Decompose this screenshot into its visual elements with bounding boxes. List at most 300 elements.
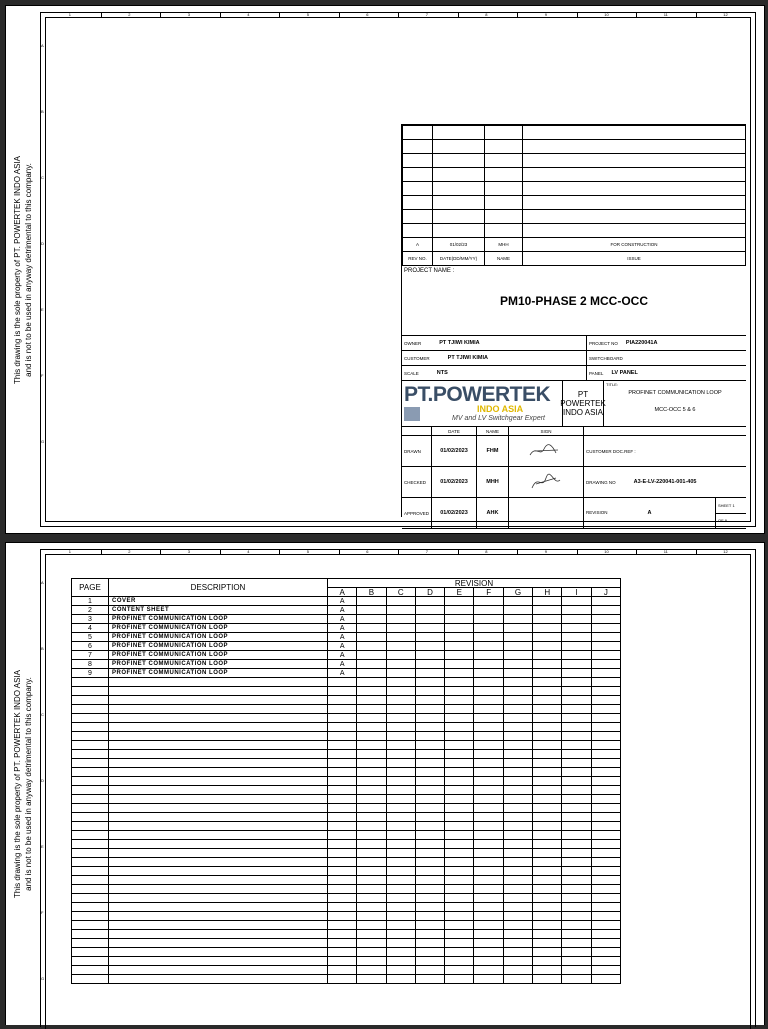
description-cell	[109, 723, 328, 732]
revision-cell	[503, 669, 532, 678]
revision-cell	[591, 777, 620, 786]
grid-row-label: C	[41, 175, 44, 180]
sheet-label: SHEET	[718, 502, 732, 508]
revision-cell	[328, 867, 357, 876]
table-row	[72, 678, 621, 687]
revision-cell	[445, 615, 474, 624]
approved-name: AHK	[477, 498, 509, 529]
revision-cell	[503, 840, 532, 849]
revision-cell	[503, 876, 532, 885]
revision-cell	[474, 966, 503, 975]
table-row	[72, 795, 621, 804]
page-cell	[72, 930, 109, 939]
revision-cell	[591, 831, 620, 840]
revision-cell	[562, 651, 591, 660]
revision-cell	[415, 759, 444, 768]
revision-cell	[591, 912, 620, 921]
grid-row-label: A	[41, 43, 44, 48]
description-cell	[109, 687, 328, 696]
revision-blank-cell	[523, 182, 746, 196]
revision-cell	[415, 705, 444, 714]
revision-cell	[386, 606, 415, 615]
revision-blank-row	[403, 224, 746, 238]
revision-cell	[445, 732, 474, 741]
checked-signature	[509, 467, 584, 498]
grid-column-label: 2	[128, 12, 131, 17]
revision-cell	[474, 705, 503, 714]
revision-cell	[503, 597, 532, 606]
revision-blank-cell	[485, 168, 523, 182]
grid-column-label: 8	[485, 12, 488, 17]
revision-cell	[474, 759, 503, 768]
revision-cell	[386, 975, 415, 984]
revision-cell	[474, 624, 503, 633]
table-row	[72, 633, 621, 642]
logo-tagline: MV and LV Switchgear Expert	[452, 415, 545, 422]
revision-cell	[533, 696, 562, 705]
revision-cell	[474, 840, 503, 849]
revision-cell	[533, 732, 562, 741]
revision-cell: A	[328, 633, 357, 642]
description-cell	[109, 795, 328, 804]
page-cell	[72, 912, 109, 921]
revision-cell	[357, 696, 386, 705]
owner-value: PT TJIWI KIMIA	[439, 340, 480, 346]
project-box	[402, 266, 746, 336]
grid-row-label: C	[41, 712, 44, 717]
page-cell	[72, 696, 109, 705]
table-row	[72, 732, 621, 741]
revision-cell	[591, 741, 620, 750]
revision-cell	[386, 741, 415, 750]
revision-cell	[415, 678, 444, 687]
revision-cell	[357, 606, 386, 615]
revision-cell	[503, 660, 532, 669]
page-cell	[72, 948, 109, 957]
revision-cell	[415, 750, 444, 759]
revision-cell	[503, 606, 532, 615]
revision-cell	[328, 840, 357, 849]
revision-cell	[503, 867, 532, 876]
revision-cell	[474, 804, 503, 813]
grid-row-label: F	[41, 910, 44, 915]
table-row	[72, 660, 621, 669]
revision-cell	[591, 876, 620, 885]
revision-cell	[533, 642, 562, 651]
revision-cell	[357, 624, 386, 633]
revision-cell	[415, 921, 444, 930]
rev-issue: FOR CONSTRUCTION	[523, 238, 746, 252]
revision-blank-cell	[433, 154, 485, 168]
revision-cell	[328, 876, 357, 885]
panel-value: LV PANEL	[611, 370, 638, 376]
table-row	[72, 777, 621, 786]
table-row	[72, 948, 621, 957]
revision-cell	[415, 975, 444, 984]
revision-cell	[445, 786, 474, 795]
revision-cell: A	[328, 642, 357, 651]
revision-cell	[445, 741, 474, 750]
revision-cell	[445, 822, 474, 831]
revision-cell	[357, 714, 386, 723]
revision-cell	[386, 957, 415, 966]
revision-cell	[328, 813, 357, 822]
page-cell	[72, 894, 109, 903]
revision-cell	[415, 687, 444, 696]
revision-col-header: J	[591, 588, 620, 597]
revision-cell	[386, 948, 415, 957]
description-cell	[109, 714, 328, 723]
page-cell	[72, 714, 109, 723]
revision-cell	[386, 615, 415, 624]
table-row	[72, 831, 621, 840]
index-header	[72, 579, 621, 588]
revision-cell	[591, 921, 620, 930]
revision-cell	[386, 777, 415, 786]
revision-cell	[415, 732, 444, 741]
revision-cell	[591, 948, 620, 957]
revision-cell	[357, 741, 386, 750]
revision-blank-row	[403, 196, 746, 210]
revision-cell	[503, 687, 532, 696]
table-row	[72, 651, 621, 660]
approved-label: APPROVED	[402, 498, 432, 529]
revision-cell	[591, 669, 620, 678]
revision-cell	[591, 714, 620, 723]
grid-column-label: 10	[604, 549, 609, 554]
drawn-signature	[509, 436, 584, 467]
page-cell	[72, 885, 109, 894]
revision-cell	[533, 669, 562, 678]
revision-cell	[533, 615, 562, 624]
revision-cell	[503, 849, 532, 858]
revision-cell	[415, 903, 444, 912]
revision-cell	[357, 597, 386, 606]
revision-cell	[562, 669, 591, 678]
page-cell	[72, 786, 109, 795]
revision-cell	[328, 885, 357, 894]
revision-cell	[533, 759, 562, 768]
revision-cell	[591, 660, 620, 669]
revision-cell	[562, 840, 591, 849]
page-cell: 4	[72, 624, 109, 633]
revision-cell	[591, 615, 620, 624]
description-cell	[109, 678, 328, 687]
revision-cell	[357, 840, 386, 849]
description-cell	[109, 921, 328, 930]
logo-sub-text: INDO ASIA	[477, 404, 524, 414]
grid-column-label: 3	[187, 549, 190, 554]
appr-date-header: DATE	[432, 427, 477, 436]
revision-cell	[474, 822, 503, 831]
revision-cell	[386, 705, 415, 714]
revision-cell	[562, 939, 591, 948]
title-label: TITLE:	[606, 382, 619, 387]
revision-cell	[562, 741, 591, 750]
revision-cell	[328, 705, 357, 714]
revision-cell	[415, 669, 444, 678]
grid-column-label: 4	[247, 12, 250, 17]
revision-cell	[503, 633, 532, 642]
revision-cell	[474, 615, 503, 624]
revision-group	[586, 510, 652, 516]
revision-cell: A	[328, 660, 357, 669]
table-row	[72, 849, 621, 858]
description-cell	[109, 750, 328, 759]
revision-cell	[415, 777, 444, 786]
revision-cell	[562, 804, 591, 813]
revision-cell	[533, 822, 562, 831]
revision-cell	[503, 777, 532, 786]
revision-cell	[445, 975, 474, 984]
revision-cell	[533, 624, 562, 633]
table-row	[72, 894, 621, 903]
description-cell	[109, 867, 328, 876]
revision-cell	[562, 885, 591, 894]
revision-cell	[445, 624, 474, 633]
description-cell	[109, 705, 328, 714]
revision-cell	[474, 741, 503, 750]
revision-cell	[328, 948, 357, 957]
revision-cell	[357, 687, 386, 696]
revision-cell	[474, 714, 503, 723]
page-cell	[72, 822, 109, 831]
page-cell: 5	[72, 633, 109, 642]
revision-cell	[562, 930, 591, 939]
revision-cell	[474, 786, 503, 795]
revision-cell	[386, 885, 415, 894]
owner-row	[402, 336, 586, 351]
revision-cell	[386, 723, 415, 732]
page-cell	[72, 966, 109, 975]
description-cell: PROFINET COMMUNICATION LOOP	[109, 642, 328, 651]
revision-cell	[445, 957, 474, 966]
revision-col-header: E	[445, 588, 474, 597]
project-no-row	[586, 336, 746, 351]
revision-cell	[562, 660, 591, 669]
grid-column-label: 6	[366, 549, 369, 554]
revision-cell	[386, 840, 415, 849]
revision-header	[403, 252, 746, 266]
approved-signature	[509, 498, 584, 529]
description-cell	[109, 858, 328, 867]
revision-row	[584, 498, 746, 529]
revision-col-header: B	[357, 588, 386, 597]
table-row	[72, 957, 621, 966]
revision-cell	[415, 894, 444, 903]
revision-blank-cell	[523, 224, 746, 238]
revision-cell	[415, 885, 444, 894]
revision-cell	[386, 867, 415, 876]
revision-blank-row	[403, 140, 746, 154]
page-cell: 3	[72, 615, 109, 624]
revision-cell	[328, 795, 357, 804]
table-row	[72, 606, 621, 615]
table-row	[72, 624, 621, 633]
revision-cell	[357, 912, 386, 921]
revision-blank-cell	[433, 182, 485, 196]
revision-cell	[357, 795, 386, 804]
revision-label: REVISION	[586, 510, 608, 515]
revision-cell	[533, 885, 562, 894]
grid-row-label: E	[41, 307, 44, 312]
revision-col-header: H	[533, 588, 562, 597]
cover-sheet	[5, 5, 765, 534]
revision-cell	[562, 750, 591, 759]
revision-cell	[386, 759, 415, 768]
revision-cell	[474, 885, 503, 894]
revision-cell	[474, 813, 503, 822]
revision-cell	[503, 768, 532, 777]
revision-header: REVISION	[328, 579, 621, 588]
revision-cell	[503, 642, 532, 651]
revision-col-header: I	[562, 588, 591, 597]
grid-row-label: B	[41, 646, 44, 651]
table-row	[72, 687, 621, 696]
revision-blank-cell	[485, 154, 523, 168]
grid-row-label: D	[41, 241, 44, 246]
page-cell	[72, 903, 109, 912]
revision-cell	[503, 723, 532, 732]
revision-cell	[591, 606, 620, 615]
revision-cell	[415, 966, 444, 975]
revision-cell	[562, 768, 591, 777]
grid-column-label: 2	[128, 549, 131, 554]
appr-blank-header	[584, 427, 746, 436]
revision-blank-cell	[523, 168, 746, 182]
revision-cell	[445, 930, 474, 939]
description-cell	[109, 777, 328, 786]
grid-column-label: 10	[604, 12, 609, 17]
table-row	[72, 813, 621, 822]
revision-cell	[445, 759, 474, 768]
revision-cell	[386, 633, 415, 642]
page-cell: 8	[72, 660, 109, 669]
description-cell: PROFINET COMMUNICATION LOOP	[109, 669, 328, 678]
page-cell	[72, 813, 109, 822]
table-row	[72, 759, 621, 768]
page-cell	[72, 768, 109, 777]
revision-cell	[386, 903, 415, 912]
revision-cell	[386, 660, 415, 669]
revision-cell	[357, 876, 386, 885]
panel-label: PANEL	[589, 370, 604, 376]
grid-column-label: 3	[187, 12, 190, 17]
revision-cell	[591, 822, 620, 831]
revision-cell	[562, 678, 591, 687]
revision-cell: A	[328, 624, 357, 633]
customer-label: CUSTOMER	[404, 355, 430, 361]
table-row	[72, 876, 621, 885]
grid-row-label: F	[41, 373, 44, 378]
revision-cell	[445, 912, 474, 921]
revision-cell	[357, 615, 386, 624]
revision-cell	[357, 732, 386, 741]
notice-line-2: and is not to be used in anyway detrimental to this company.	[24, 677, 33, 891]
switchboard-label: SWITCHBOARD	[589, 355, 623, 361]
revision-cell	[591, 795, 620, 804]
revision-blank-cell	[403, 224, 433, 238]
revision-cell	[591, 768, 620, 777]
revision-blank-cell	[403, 196, 433, 210]
revision-cell	[591, 975, 620, 984]
scale-value: NTS	[436, 370, 448, 376]
revision-cell	[415, 696, 444, 705]
revision-col-header: D	[415, 588, 444, 597]
revision-cell	[357, 660, 386, 669]
revision-cell	[503, 813, 532, 822]
revision-cell	[533, 966, 562, 975]
table-row	[72, 723, 621, 732]
revision-cell	[474, 732, 503, 741]
revision-cell	[533, 813, 562, 822]
revision-cell	[445, 840, 474, 849]
revision-blank-row	[403, 168, 746, 182]
revision-cell	[415, 957, 444, 966]
description-cell	[109, 885, 328, 894]
table-row	[72, 750, 621, 759]
revision-cell	[562, 642, 591, 651]
revision-cell	[562, 714, 591, 723]
table-row	[72, 804, 621, 813]
revision-cell	[386, 687, 415, 696]
approval-block	[402, 427, 746, 529]
description-cell	[109, 696, 328, 705]
revision-cell	[328, 966, 357, 975]
revision-cell	[503, 957, 532, 966]
revision-blank-cell	[523, 140, 746, 154]
owner-label: OWNER	[404, 340, 422, 346]
project-name: PM10-PHASE 2 MCC-OCC	[499, 294, 649, 308]
revision-cell	[415, 741, 444, 750]
revision-cell	[415, 714, 444, 723]
revision-cell	[562, 624, 591, 633]
drawing-no-row	[584, 467, 746, 498]
description-cell	[109, 912, 328, 921]
revision-cell	[591, 858, 620, 867]
revision-cell	[445, 687, 474, 696]
revision-cell	[328, 921, 357, 930]
grid-row-label: B	[41, 109, 44, 114]
revision-cell	[386, 786, 415, 795]
revision-cell	[474, 696, 503, 705]
description-cell	[109, 876, 328, 885]
checked-label: CHECKED	[402, 467, 432, 498]
revision-col-header: C	[386, 588, 415, 597]
grid-column-label: 5	[306, 549, 309, 554]
revision-cell	[445, 903, 474, 912]
revision-cell	[503, 975, 532, 984]
revision-cell	[357, 759, 386, 768]
notice-line-1: This drawing is the sole property of PT. POWERTEK INDO ASIA	[13, 155, 22, 384]
revision-cell	[591, 840, 620, 849]
revision-cell	[445, 633, 474, 642]
revision-table	[402, 125, 746, 266]
revision-cell	[591, 903, 620, 912]
revision-cell	[415, 822, 444, 831]
rev-no-header: REV NO.	[403, 252, 433, 266]
revision-cell	[357, 804, 386, 813]
revision-cell	[562, 957, 591, 966]
revision-cell	[562, 831, 591, 840]
revision-cell	[503, 624, 532, 633]
sheet-row	[716, 498, 746, 514]
revision-cell	[415, 831, 444, 840]
revision-cell	[328, 804, 357, 813]
rev-name-header: NAME	[485, 252, 523, 266]
revision-cell	[474, 894, 503, 903]
revision-cell: A	[328, 669, 357, 678]
